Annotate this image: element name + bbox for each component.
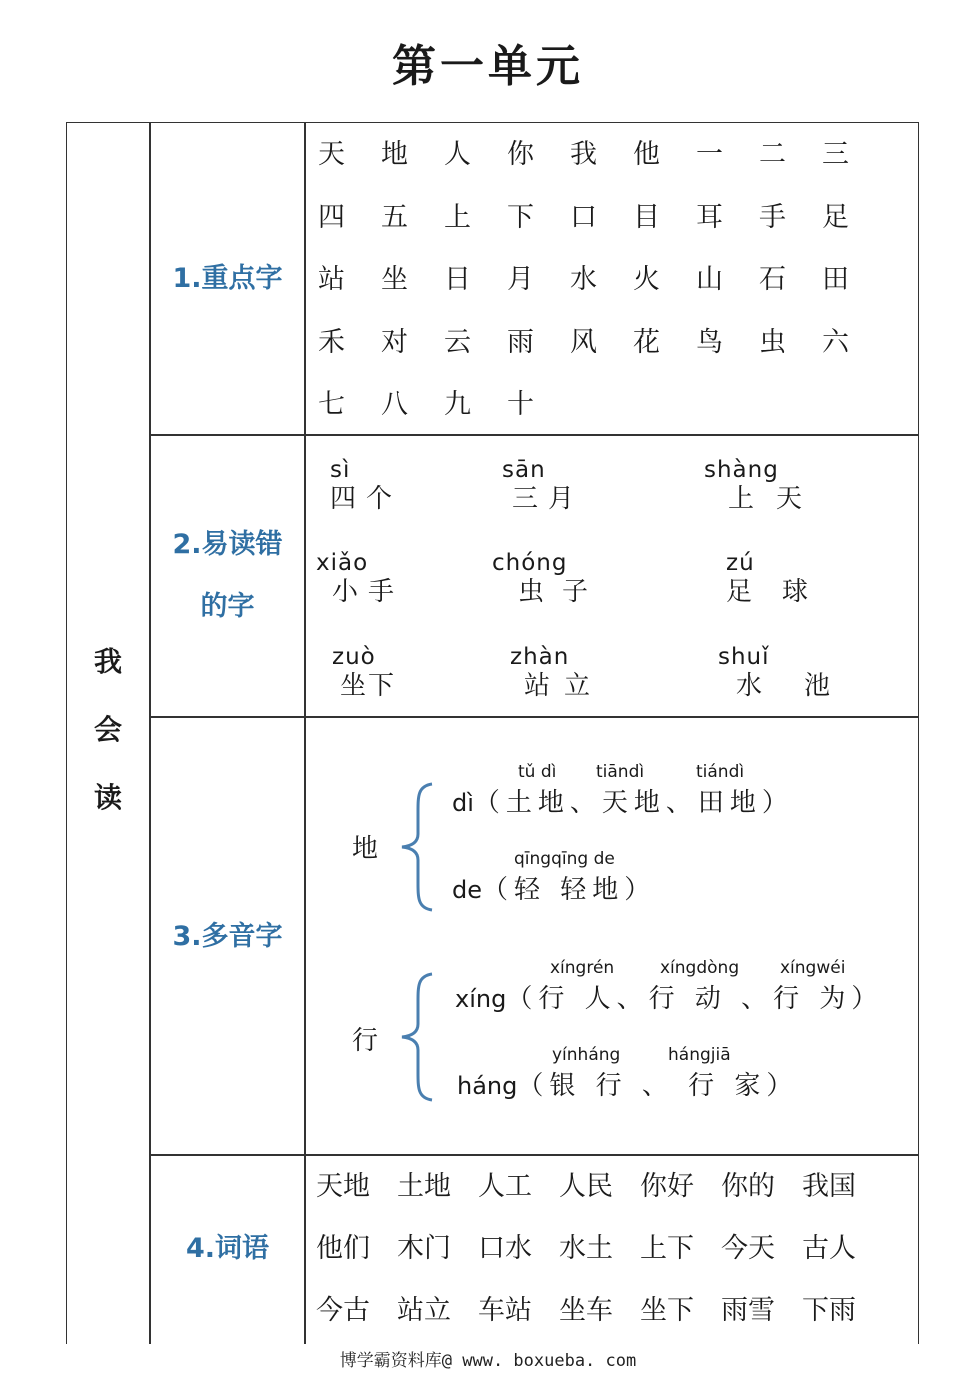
key-char: 九 (444, 389, 471, 420)
vocab-word: 今古 (316, 1295, 370, 1326)
key-char: 云 (444, 326, 471, 358)
pinyin: xiǎo (316, 550, 369, 576)
word: 坐下 (340, 671, 397, 701)
key-char: 花 (633, 326, 660, 358)
section-1-label: 1.重点字 (172, 263, 283, 294)
key-char: 山 (696, 264, 723, 295)
side-label-char: 我 (93, 645, 122, 678)
key-char: 禾 (318, 326, 345, 358)
word: 水池 (736, 671, 873, 701)
side-label-char: 读 (93, 781, 122, 814)
pinyin-word-item (704, 456, 824, 514)
reading-pinyin: de (452, 876, 482, 904)
pinyin-word-item (502, 456, 584, 514)
key-char: 你 (507, 139, 534, 170)
key-char: 四 (318, 201, 345, 233)
key-char: 站 (318, 264, 345, 295)
reading-words: （银 行 、 行 家） (517, 1071, 799, 1101)
pinyin-word-item (726, 549, 838, 607)
key-char: 火 (633, 264, 660, 295)
key-char: 对 (381, 326, 408, 358)
pinyin-word-item (330, 456, 402, 514)
vocab-word: 我国 (802, 1171, 856, 1202)
row-divider-3 (149, 1154, 919, 1156)
key-char: 水 (570, 264, 597, 295)
vocab-word: 天地 (316, 1171, 370, 1202)
word: 四个 (330, 484, 403, 514)
word-pinyin: xíngwéi (780, 958, 846, 978)
vocab-word: 坐下 (640, 1295, 694, 1326)
key-char: 田 (822, 264, 849, 295)
key-char: 二 (759, 139, 786, 170)
word: 足球 (726, 577, 839, 607)
key-char: 人 (444, 139, 471, 170)
footer-watermark: 博学霸资料库@ www. boxueba. com (339, 1351, 637, 1371)
reading-pinyin: dì (452, 789, 474, 817)
side-label-char: 会 (93, 713, 122, 746)
key-char: 日 (444, 264, 471, 295)
key-char: 风 (570, 326, 597, 358)
key-char: 石 (759, 264, 786, 295)
key-char: 雨 (507, 326, 534, 358)
vocab-word: 木门 (397, 1233, 451, 1264)
pinyin: chóng (492, 550, 568, 576)
vocab-word: 站立 (397, 1295, 451, 1326)
curly-brace-icon (398, 972, 438, 1102)
key-char: 口 (570, 201, 597, 233)
word: 站立 (524, 671, 605, 701)
row-divider-2 (149, 716, 919, 718)
vocab-word: 土地 (397, 1171, 451, 1202)
key-char: 虫 (759, 326, 786, 358)
side-label (66, 640, 150, 816)
key-char: 上 (444, 201, 471, 233)
key-char: 手 (759, 201, 786, 233)
word-pinyin: tǔ dì (518, 762, 557, 782)
polyphone-char-xing: 行 (352, 1026, 379, 1056)
key-char: 三 (822, 139, 849, 170)
section-2-label-line2: 的字 (200, 591, 255, 622)
reading-di (452, 782, 794, 819)
vocab-word: 人民 (559, 1171, 613, 1202)
key-char: 目 (633, 201, 660, 233)
vocab-word: 水土 (559, 1233, 613, 1264)
vocab-word: 雨雪 (721, 1295, 775, 1326)
word-pinyin: xíngrén (550, 958, 615, 978)
key-char: 五 (381, 201, 408, 233)
vocabulary-grid (316, 1168, 883, 1354)
vocab-word: 口水 (478, 1233, 532, 1264)
word: 小手 (332, 577, 405, 607)
key-char: 他 (633, 139, 660, 170)
vocab-word: 今天 (721, 1233, 775, 1264)
pinyin: sān (502, 457, 546, 483)
word: 上天 (728, 484, 825, 514)
reading-pinyin: háng (457, 1072, 518, 1100)
key-char: 下 (507, 201, 534, 233)
key-char: 坐 (381, 264, 408, 295)
vocab-word: 坐车 (559, 1295, 613, 1326)
page-title: 第一单元 (392, 41, 584, 92)
word-pinyin: hángjiā (668, 1045, 731, 1065)
vocab-word: 你的 (721, 1171, 775, 1202)
pinyin: zú (726, 550, 755, 576)
word-pinyin: qīngqīng de (514, 849, 615, 869)
pinyin: zuò (332, 644, 376, 670)
vocab-word: 他们 (316, 1233, 370, 1264)
section-2-label-line1: 2.易读错 (172, 529, 283, 560)
key-char: 月 (507, 264, 534, 295)
word-pinyin: tiándì (696, 762, 745, 782)
key-char: 天 (318, 139, 345, 170)
reading-hang (457, 1065, 798, 1102)
section-3-label: 3.多音字 (172, 921, 283, 952)
section-4-label: 4.词语 (185, 1233, 270, 1264)
key-char: 十 (507, 389, 534, 420)
pinyin-word-item (332, 643, 396, 701)
vocab-word: 你好 (640, 1171, 694, 1202)
key-char: 七 (318, 389, 345, 420)
vocab-word: 下雨 (802, 1295, 856, 1326)
word-pinyin: tiāndì (596, 762, 645, 782)
pinyin: sì (330, 457, 351, 483)
section-2-label (150, 514, 305, 638)
key-char: 鸟 (696, 326, 723, 358)
vocab-word: 上下 (640, 1233, 694, 1264)
key-characters-grid (318, 137, 885, 450)
reading-words: （行 人、行 动 、行 为） (506, 984, 884, 1014)
reading-pinyin: xíng (455, 985, 507, 1013)
word-pinyin: xíngdòng (660, 958, 740, 978)
reading-xing (455, 978, 883, 1015)
pinyin-word-item (718, 643, 872, 701)
key-char: 八 (381, 389, 408, 420)
key-char: 我 (570, 139, 597, 170)
word: 三月 (512, 484, 585, 514)
pinyin: shàng (704, 457, 779, 483)
key-char: 耳 (696, 201, 723, 233)
vocab-word: 古人 (802, 1233, 856, 1264)
reading-de (452, 869, 656, 906)
vocab-word: 车站 (478, 1295, 532, 1326)
pinyin-word-item (492, 549, 606, 607)
key-char: 一 (696, 139, 723, 170)
reading-words: （轻 轻地） (482, 875, 657, 905)
reading-words: （土地、天地、田地） (473, 788, 794, 818)
pinyin: zhàn (510, 644, 570, 670)
key-char: 地 (381, 139, 408, 170)
word-pinyin: yínháng (552, 1045, 621, 1065)
curly-brace-icon (398, 782, 438, 912)
key-char: 六 (822, 326, 849, 358)
pinyin: shuǐ (718, 644, 770, 670)
word: 虫子 (518, 577, 607, 607)
vocab-word: 人工 (478, 1171, 532, 1202)
polyphone-char-di: 地 (352, 834, 379, 864)
pinyin-word-item (316, 549, 404, 607)
pinyin-word-item (510, 643, 604, 701)
key-char: 足 (822, 201, 849, 233)
